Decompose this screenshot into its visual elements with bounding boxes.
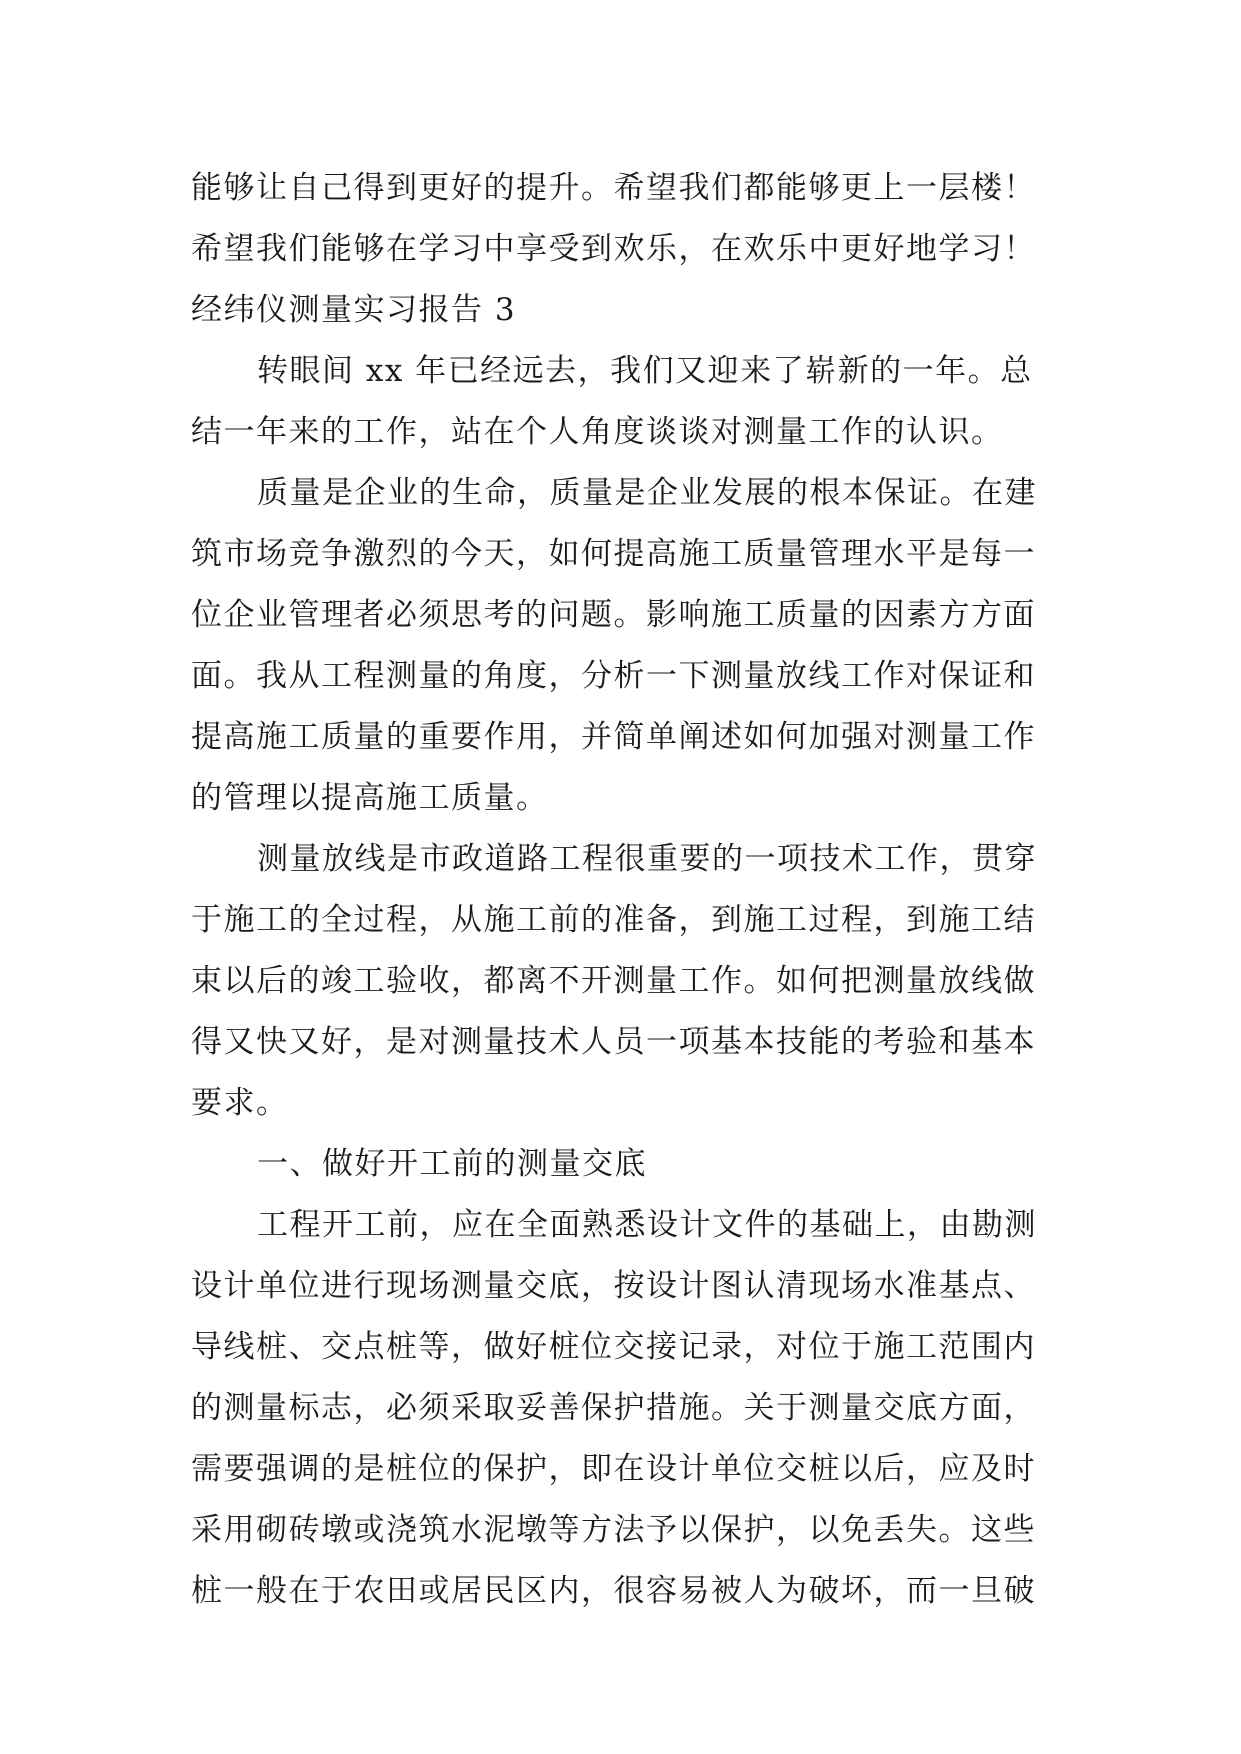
text-line: 测量放线是市政道路工程很重要的一项技术工作，贯穿 [257, 841, 1037, 877]
document-body [191, 158, 1051, 1622]
text-line: 于施工的全过程，从施工前的准备，到施工过程，到施工结 [191, 902, 1036, 938]
text-line: 结一年来的工作，站在个人角度谈谈对测量工作的认识。 [191, 414, 1004, 450]
section-heading: 经纬仪测量实习报告 3 [191, 292, 517, 328]
text-line: 筑市场竞争激烈的今天，如何提高施工质量管理水平是每一 [191, 536, 1036, 572]
text-line: 的测量标志，必须采取妥善保护措施。关于测量交底方面， [191, 1390, 1036, 1426]
text-line: 导线桩、交点桩等，做好桩位交接记录，对位于施工范围内 [191, 1329, 1036, 1365]
text-line: 的管理以提高施工质量。 [191, 780, 549, 816]
text-line: 需要强调的是桩位的保护，即在设计单位交桩以后，应及时 [191, 1451, 1036, 1487]
text-line: 质量是企业的生命，质量是企业发展的根本保证。在建 [257, 475, 1037, 511]
text-line: 希望我们能够在学习中享受到欢乐，在欢乐中更好地学习！ [191, 231, 1036, 267]
text-line: 束以后的竣工验收，都离不开测量工作。如何把测量放线做 [191, 963, 1036, 999]
text-line: 要求。 [191, 1085, 289, 1121]
text-line: 位企业管理者必须思考的问题。影响施工质量的因素方方面 [191, 597, 1036, 633]
text-line: 能够让自己得到更好的提升。希望我们都能够更上一层楼！ [191, 170, 1036, 206]
text-line: 设计单位进行现场测量交底，按设计图认清现场水准基点、 [191, 1268, 1036, 1304]
text-line: 工程开工前，应在全面熟悉设计文件的基础上，由勘测 [257, 1207, 1037, 1243]
subsection-heading: 一、做好开工前的测量交底 [257, 1146, 647, 1182]
text-line: 面。我从工程测量的角度，分析一下测量放线工作对保证和 [191, 658, 1036, 694]
text-line: 转眼间 xx 年已经远去，我们又迎来了崭新的一年。总 [257, 353, 1033, 389]
text-line: 桩一般在于农田或居民区内，很容易被人为破坏，而一旦破 [191, 1573, 1036, 1609]
text-line: 提高施工质量的重要作用，并简单阐述如何加强对测量工作 [191, 719, 1036, 755]
text-line: 得又快又好，是对测量技术人员一项基本技能的考验和基本 [191, 1024, 1036, 1060]
text-line: 采用砌砖墩或浇筑水泥墩等方法予以保护，以免丢失。这些 [191, 1512, 1036, 1548]
